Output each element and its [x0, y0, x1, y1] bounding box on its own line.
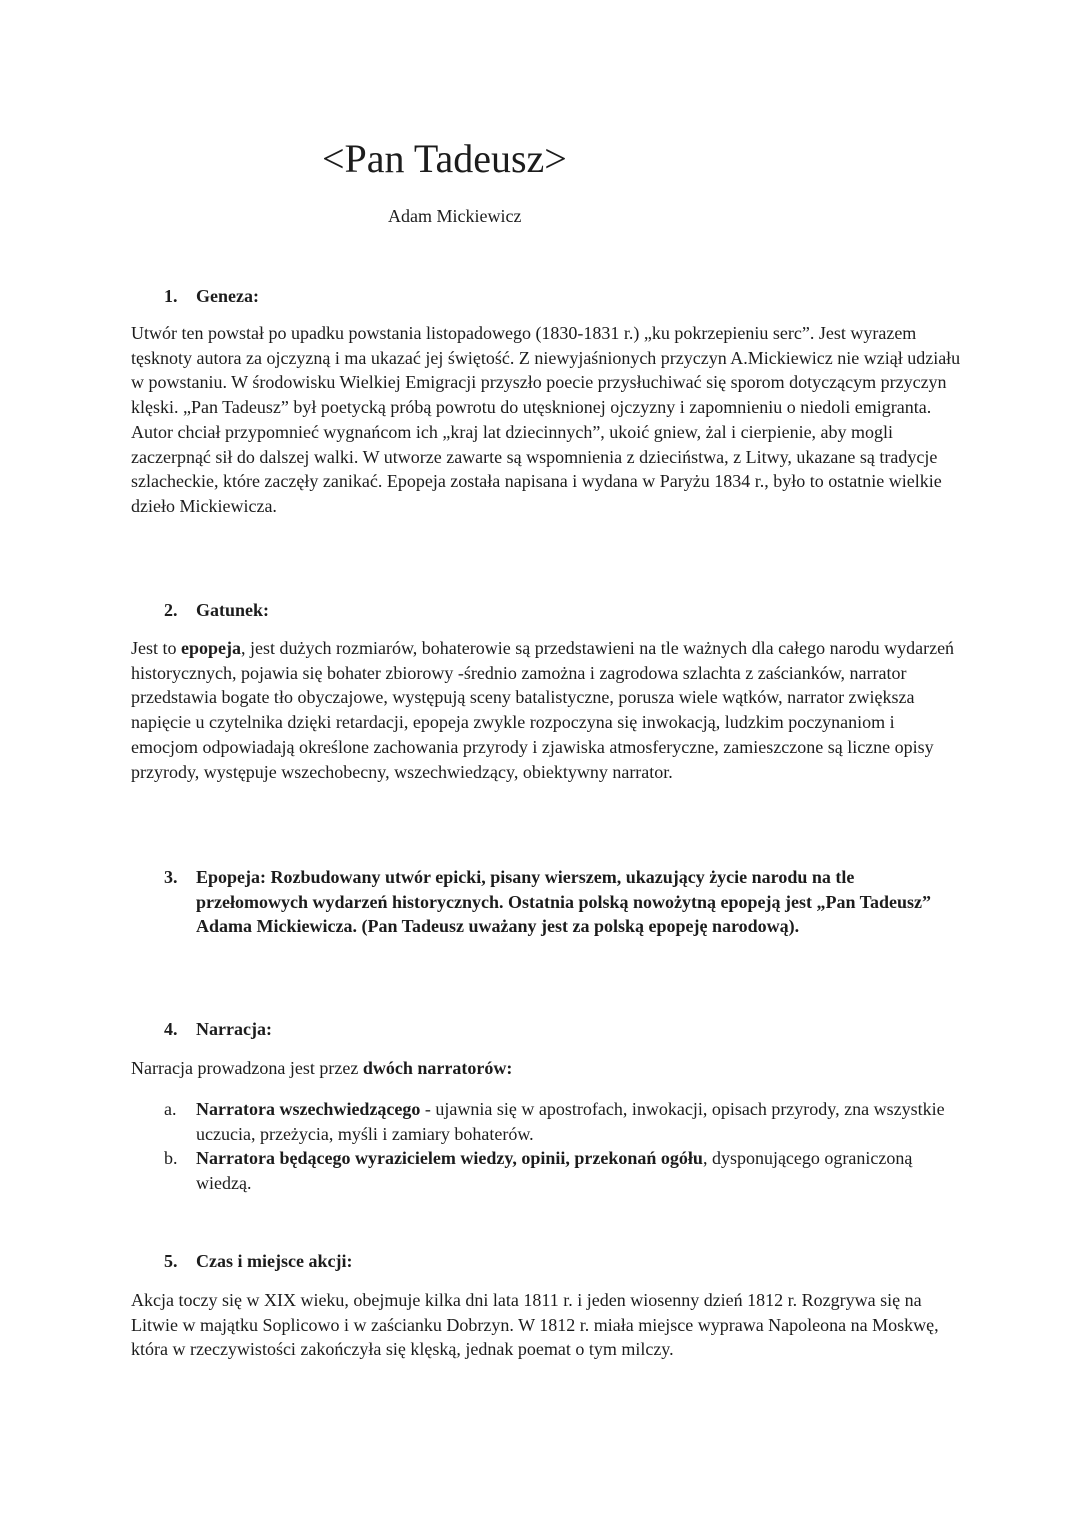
list-item-bold: Narratora wszechwiedzącego [196, 1099, 421, 1119]
list-marker: b. [164, 1148, 178, 1168]
section-3-number: 3. [164, 867, 178, 887]
list-item-rest: , dysponującego ograniczoną wiedzą. [196, 1148, 913, 1193]
list-item-text [196, 1097, 964, 1146]
section-1-text: Utwór ten powstał po upadku powstania listopadowego (1830-1831 r.) „ku pokrzepieniu serc”. Jest wyrazem tęsknoty autora za ojczyzną i ma ukazać jej świętość. Z niewyjaśnionych przyczyn A.Mickiewicz nie wziął udziału w powstaniu. W środowisku Wielkiej Emigracji przyszło poecie przysłuchiwać się sporom dotyczącym przyczyn klęski. „Pan Tadeusz” był poetycką próbą powrotu do utęsknionej ojczyzny i zapomnieniu o niedoli emigranta. Autor chciał przypomnieć wygnańcom ich „kraj lat dziecinnych”, ukoić gniew, żal i cierpienie, aby mogli zaczerpnąć sił do dalszej walki. W utworze zawarte są wspomnienia z dzieciństwa, z Litwy, ukazane są tradycje szlacheckie, które zaczęły zanikać. Epopeja została napisana i wydana w Paryżu 1834 r., było to ostatnie wielkie dzieło Mickiewicza. [131, 323, 961, 516]
list-item [164, 1146, 964, 1195]
section-3-text: Epopeja: Rozbudowany utwór epicki, pisany wierszem, ukazujący życie narodu na tle przełomowych wydarzeń historycznych. Ostatnia polską nowożytną epopeją jest „Pan Tadeusz” Adama Mickiewicza. (Pan Tadeusz uważany jest za polską epopeję narodową). [196, 867, 932, 936]
section-4-intro-bold: dwóch narratorów: [362, 1058, 513, 1078]
section-4-intro-before: Narracja prowadzona jest przez [131, 1058, 363, 1078]
section-2-text [131, 636, 961, 784]
section-4-intro [131, 1056, 961, 1081]
section-1-heading [164, 284, 259, 309]
section-1-number: 1. [164, 286, 178, 306]
section-5-number: 5. [164, 1251, 178, 1271]
section-4-heading [164, 1017, 272, 1042]
section-2-text-bold: epopeja [181, 638, 242, 658]
document-author: Adam Mickiewicz [388, 206, 522, 226]
section-5-heading [164, 1249, 352, 1274]
list-item-rest: - ujawnia się w apostrofach, inwokacji, opisach przyrody, zna wszystkie uczucia, przeżycia, myśli i zamiary bohaterów. [196, 1099, 945, 1144]
section-2-title: Gatunek: [196, 600, 270, 620]
section-3-definition [164, 865, 964, 939]
section-2-heading [164, 598, 269, 623]
section-5-title: Czas i miejsce akcji: [196, 1251, 353, 1271]
section-2-text-after: , jest dużych rozmiarów, bohaterowie są przedstawieni na tle ważnych dla całego narodu wydarzeń historycznych, pojawia się bohater zbiorowy -średnio zamożna i zagrodowa szlachta z zaścianków, narrator przedstawia bogate tło obyczajowe, występują sceny batalistyczne, porusza wiele wątków, narrator zwiększa napięcie u czytelnika dzięki retardacji, epopeja zwykle rozpoczyna się inwokacją, ludzkim poczynaniom i emocjom odpowiadają określone zachowania przyrody i zjawiska atmosferyczne, zamieszczone są liczne opisy przyrody, występuje wszechobecny, wszechwiedzący, obiektywny narrator. [131, 638, 955, 782]
section-4-title: Narracja: [196, 1019, 272, 1039]
list-marker: a. [164, 1099, 177, 1119]
section-2-text-before: Jest to [131, 638, 182, 658]
list-item-text [196, 1146, 964, 1195]
list-item [164, 1097, 964, 1146]
section-5-text: Akcja toczy się w XIX wieku, obejmuje kilka dni lata 1811 r. i jeden wiosenny dzień 1812 r. Rozgrywa się na Litwie w majątku Soplicowo i w zaścianku Dobrzyn. W 1812 r. miała miejsce wyprawa Napoleona na Moskwę, która w rzeczywistości zakończyła się klęską, jednak poemat o tym milczy. [131, 1290, 939, 1360]
section-2-number: 2. [164, 600, 178, 620]
section-1-title: Geneza: [196, 286, 259, 306]
list-item-bold: Narratora będącego wyrazicielem wiedzy, opinii, przekonań ogółu [196, 1148, 703, 1168]
section-4-number: 4. [164, 1019, 178, 1039]
document-title: <Pan Tadeusz> [322, 136, 567, 181]
